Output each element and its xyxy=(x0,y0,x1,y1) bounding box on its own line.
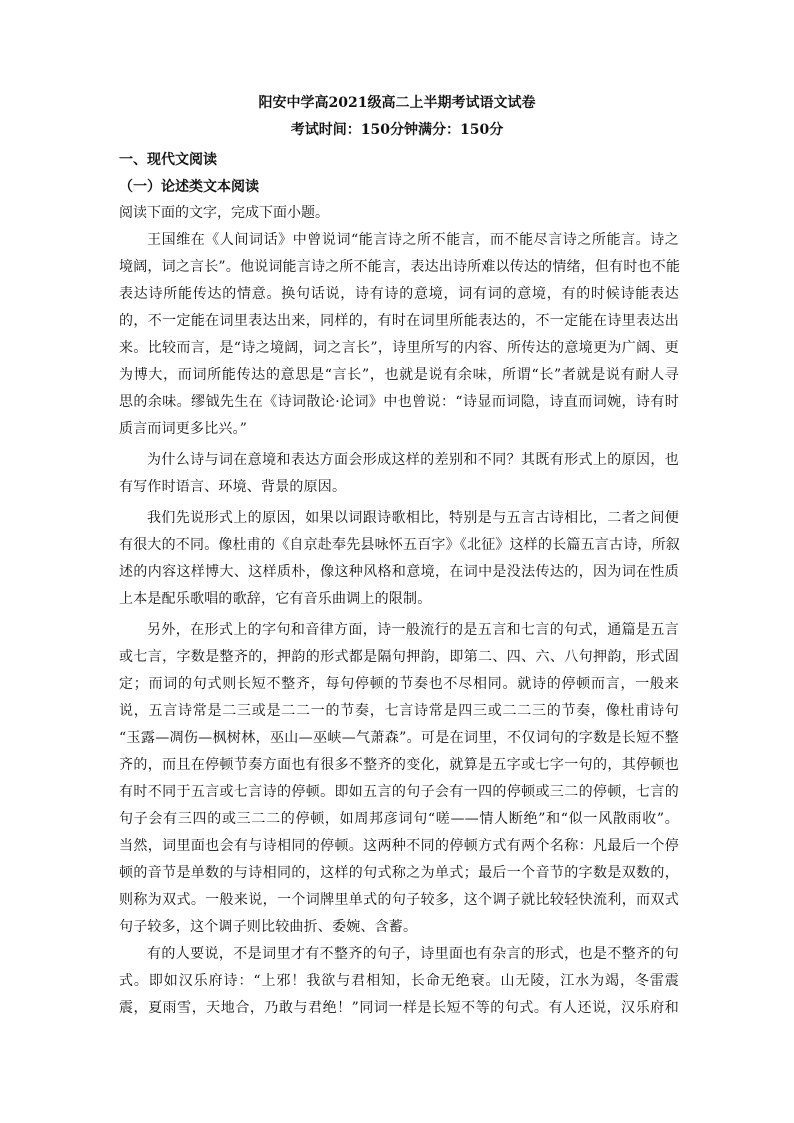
paragraph-line: 质言而词更多比兴。” xyxy=(119,421,248,437)
paragraph-line: 有很大的不同。像杜甫的《自京赴奉先县咏怀五百字》《北征》这样的长篇五言古诗，所叙 xyxy=(119,537,680,553)
paragraph-line: 思的余味。缪钺先生在《诗词散论·论词》中也曾说：“诗显而词隐，诗直而词婉，诗有时 xyxy=(119,394,679,410)
paragraph-line: 上本是配乐歌唱的歌辞，它有音乐曲调上的限制。 xyxy=(119,591,432,607)
paragraph-line: 则称为双式。一般来说，一个词牌里单式的句子较多，这个调子就比较轻快流利，而双式 xyxy=(119,892,679,908)
paragraph-line: 式。即如汉乐府诗：“上邪！我欲与君相知，长命无绝衰。山无陵，江水为竭，冬雷震 xyxy=(119,973,679,989)
paragraph-line: 有写作时语言、环境、背景的原因。 xyxy=(119,479,347,495)
paragraph-line: 有时不同于五言或七言诗的停顿。即如五言的句子会有一四的停顿或三二的停顿，七言的 xyxy=(119,784,679,800)
section-heading: 一、现代文阅读 xyxy=(119,152,217,168)
paragraph-line: 表达诗所能传达的情意。换句话说，诗有诗的意境，词有词的意境，有的时候诗能表达 xyxy=(119,286,679,302)
paragraph-line: 齐的，而且在停顿节奏方面也有很多不整齐的变化，就算是五字或七字一句的，其停顿也 xyxy=(119,757,679,773)
paragraph-line: 为博大，而词所能传达的意思是“言长”，也就是说有余味，所谓“长”者就是说有耐人寻 xyxy=(119,367,679,383)
paragraph-line: 当然，词里面也会有与诗相同的停顿。这两种不同的停顿方式有两个名称：凡最后一个停 xyxy=(119,838,679,854)
paragraph-line: 境阔，词之言长”。他说词能言诗之所不能言，表达出诗所难以传达的情绪，但有时也不能 xyxy=(119,259,681,275)
paragraph-line: 或七言，字数是整齐的，押韵的形式都是隔句押韵，即第二、四、六、八句押韵，形式固 xyxy=(119,649,679,665)
paragraph-line: 来。比较而言，是“诗之境阔，词之言长”，诗里所写的内容、所传达的意境更为广阔、更 xyxy=(119,340,679,356)
paragraph-line: 说，五言诗常是二三或是二二一的节奏，七言诗常是四三或二二三的节奏，像杜甫诗句 xyxy=(119,703,679,719)
paragraph-line: 另外，在形式上的字句和音律方面，诗一般流行的是五言和七言的句式，通篇是五言 xyxy=(147,622,679,638)
paragraph-line: 句子会有三四的或三二二的停顿，如周邦彦词句“嗟——情人断绝”和“似一风散雨收”。 xyxy=(119,811,679,827)
exam-time-subtitle: 考试时间：150分钟满分：150分 xyxy=(290,122,504,138)
paragraph-line: 句子较多，这个调子则比较曲折、委婉、含蓄。 xyxy=(119,919,418,935)
reading-instruction: 阅读下面的文字，完成下面小题。 xyxy=(119,205,329,221)
paragraph-line: 定；而词的句式则长短不整齐，每句停顿的节奏也不尽相同。就诗的停顿而言，一般来 xyxy=(119,676,679,692)
paragraph-line: “玉露—凋伤—枫树林，巫山—巫峡—气萧森”。可是在词里，不仅词句的字数是长短不整 xyxy=(119,730,679,746)
subsection-heading: （一）论述类文本阅读 xyxy=(119,179,259,195)
paragraph-line: 震，夏雨雪，天地合，乃敢与君绝！”同词一样是长短不等的句式。有人还说，汉乐府和 xyxy=(119,1000,679,1016)
paragraph-line: 我们先说形式上的原因，如果以词跟诗歌相比，特别是与五言古诗相比，二者之间便 xyxy=(147,510,679,526)
paragraph-line: 述的内容这样博大、这样质朴，像这种风格和意境，在词中是没法传达的，因为词在性质 xyxy=(119,564,679,580)
paragraph-line: 的，不一定能在词里表达出来，同样的，有时在词里所能表达的，不一定能在诗里表达出 xyxy=(119,313,679,329)
paragraph-line: 为什么诗与词在意境和表达方面会形成这样的差别和不同？其既有形式上的原因，也 xyxy=(147,452,679,468)
paragraph-line: 有的人要说，不是词里才有不整齐的句子，诗里面也有杂言的形式，也是不整齐的句 xyxy=(147,946,679,962)
paragraph-line: 顿的音节是单数的与诗相同的，这样的句式称之为单式；最后一个音节的字数是双数的， xyxy=(119,865,679,881)
document-title: 阳安中学高2021级高二上半期考试语文试卷 xyxy=(258,95,536,111)
paragraph-line: 王国维在《人间词话》中曾说词“能言诗之所不能言，而不能尽言诗之所能言。诗之 xyxy=(147,232,679,248)
